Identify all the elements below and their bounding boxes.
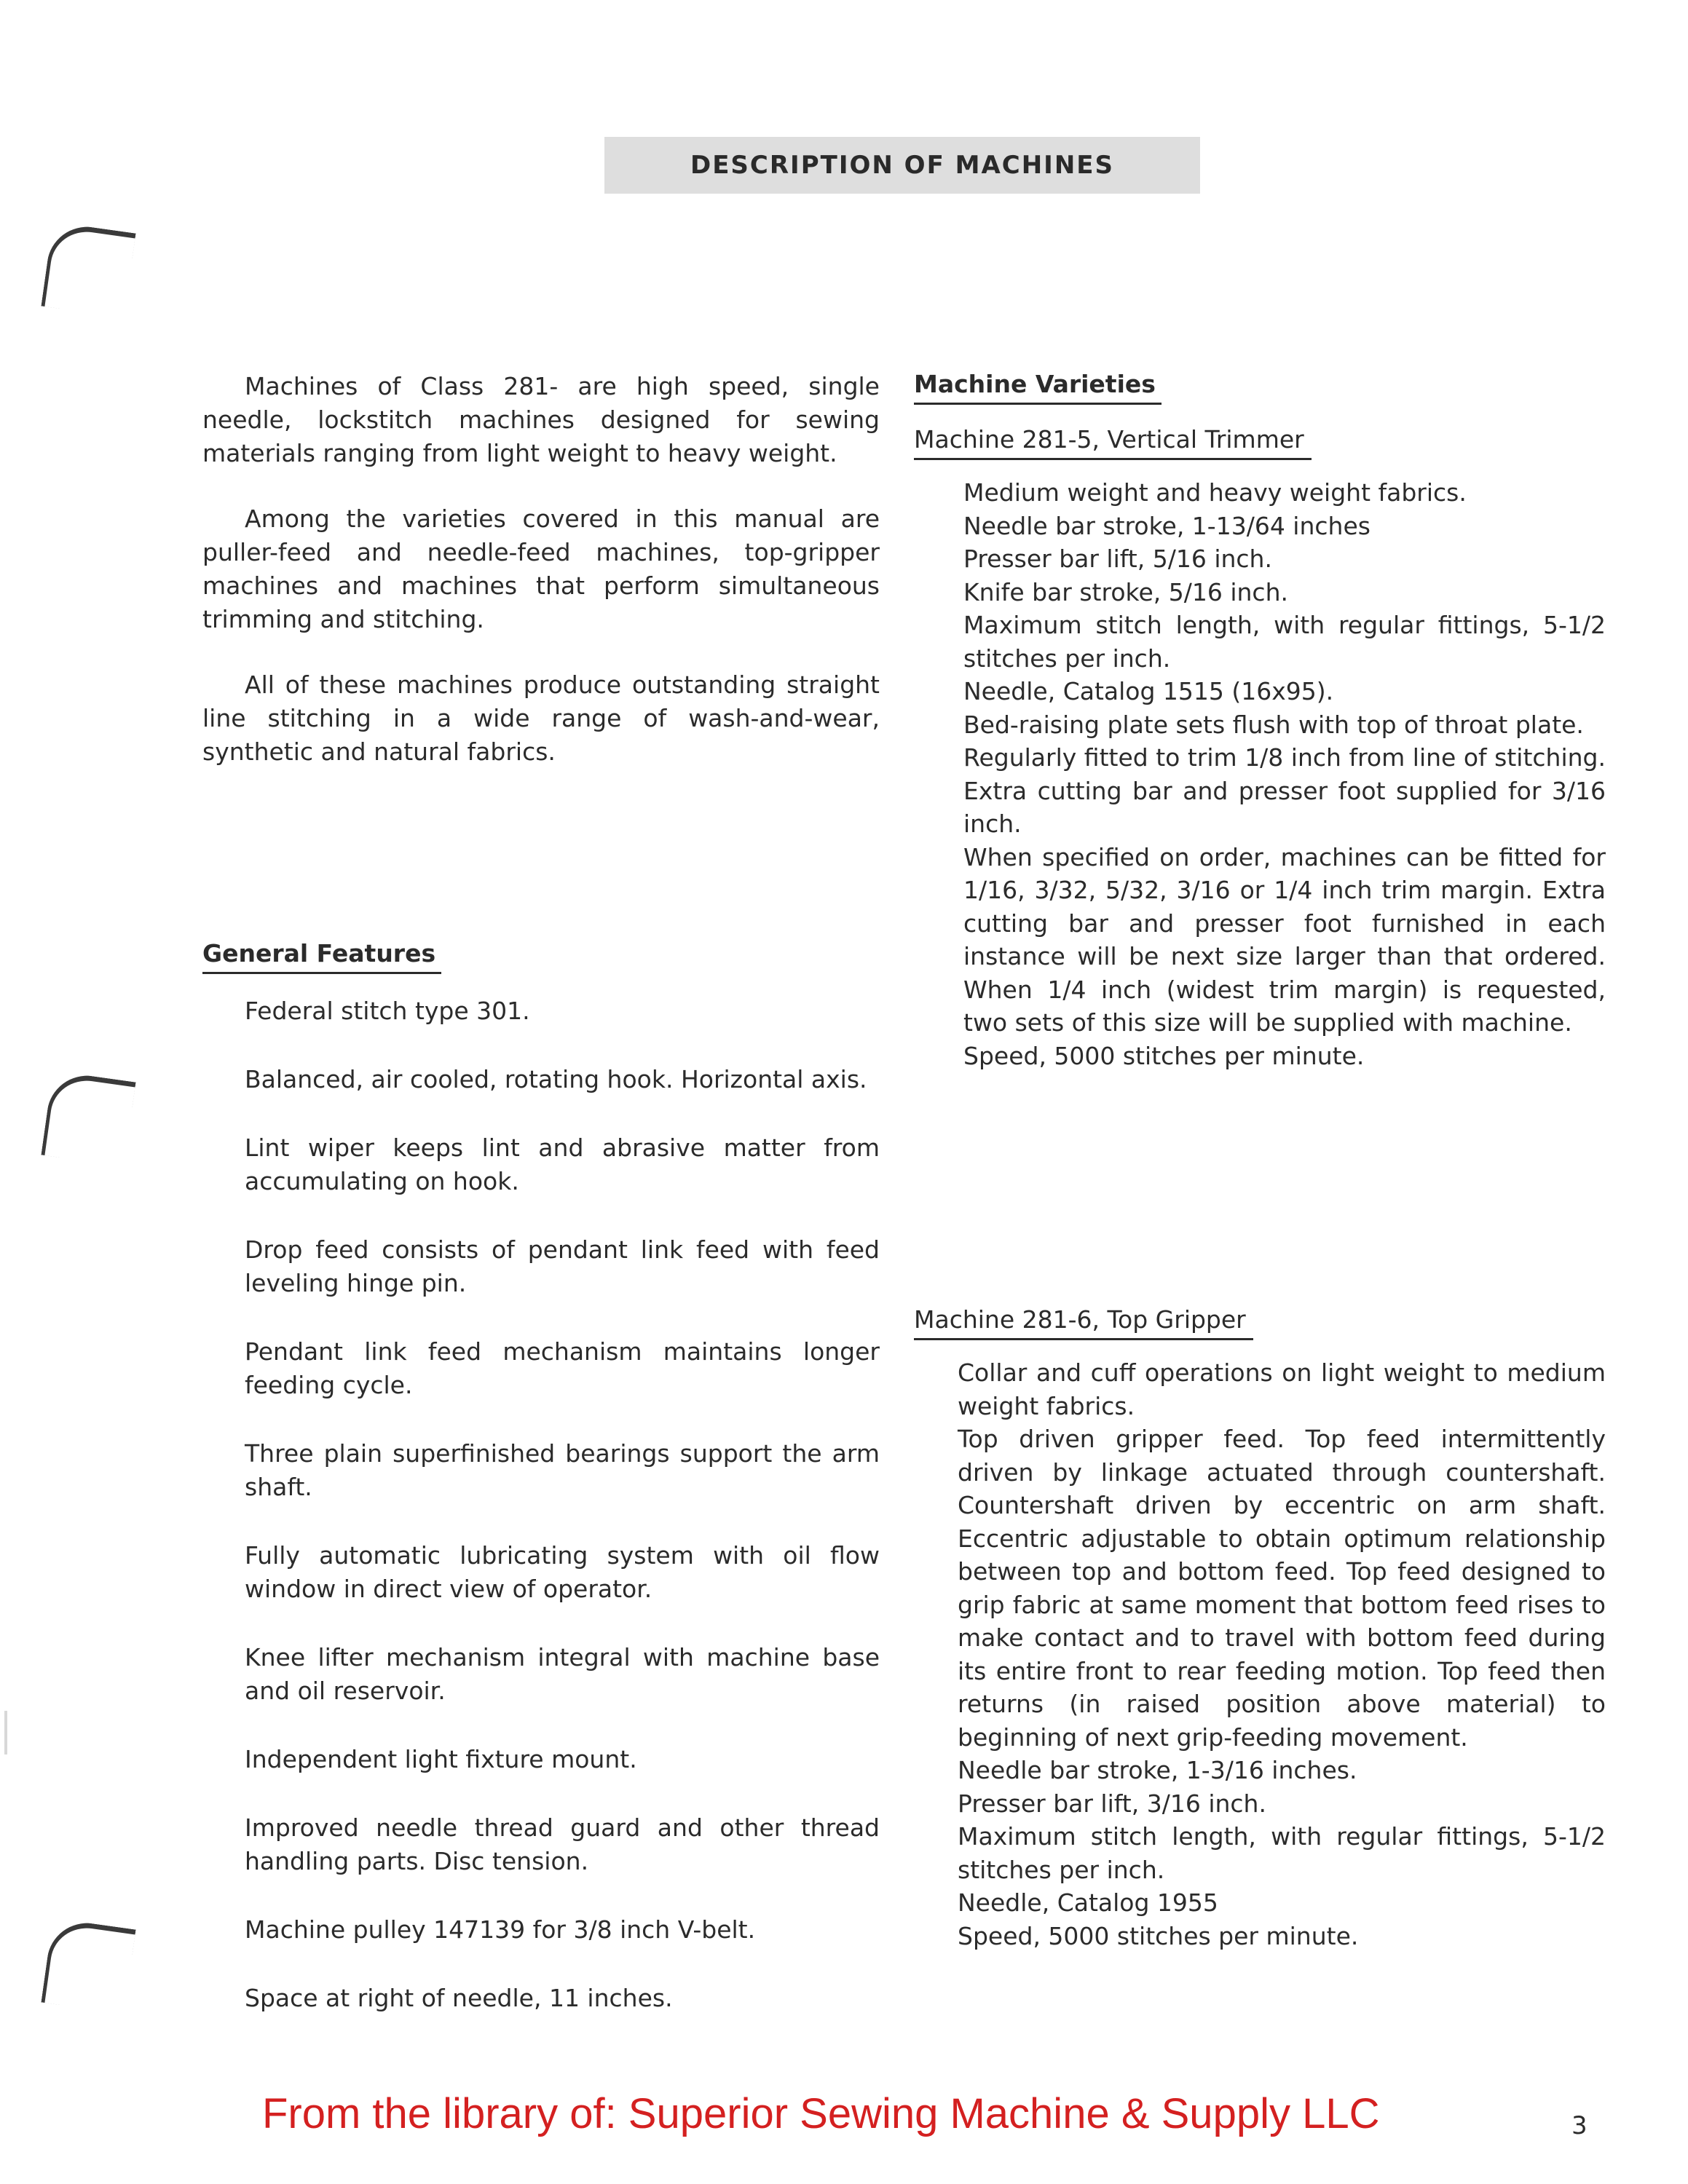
page-number: 3 bbox=[1571, 2111, 1588, 2140]
feature-item: Improved needle thread guard and other thread handling parts. Disc tension. bbox=[245, 1813, 880, 1875]
feature-item: Federal stitch type 301. bbox=[245, 997, 530, 1025]
machine-281-6-heading: Machine 281-6, Top Gripper bbox=[914, 1305, 1253, 1340]
machine-281-5-heading: Machine 281-5, Vertical Trimmer bbox=[914, 425, 1312, 460]
feature-item: Balanced, air cooled, rotating hook. Horizontal axis. bbox=[245, 1065, 867, 1093]
spec-line: Medium weight and heavy weight fabrics. bbox=[963, 478, 1467, 507]
feature-item: Machine pulley 147139 for 3/8 inch V-belt. bbox=[245, 1915, 756, 1944]
binder-hole-middle bbox=[41, 1071, 135, 1167]
machine-281-5-specs bbox=[914, 476, 1606, 1072]
spec-line: Speed, 5000 stitches per minute. bbox=[958, 1921, 1359, 1950]
feature-item: Lint wiper keeps lint and abrasive matter from accumulating on hook. bbox=[245, 1133, 880, 1195]
feature-item: Fully automatic lubricating system with oil flow window in direct view of operator. bbox=[245, 1541, 880, 1603]
binder-hole-top bbox=[41, 222, 135, 318]
machine-varieties-heading: Machine Varieties bbox=[914, 370, 1162, 405]
title-banner bbox=[604, 137, 1200, 194]
spec-line: Maximum stitch length, with regular fittings, 5-1/2 stitches per inch. bbox=[958, 1822, 1606, 1884]
intro-paragraph-3: All of these machines produce outstanding straight line stitching in a wide range of wash-and-wear, synthetic and natural fabrics. bbox=[202, 670, 880, 766]
intro-paragraph-2: Among the varieties covered in this manual are puller-feed and needle-feed machines, top-gripper machines and machines that perform simultaneous trimming and stitching. bbox=[202, 505, 880, 633]
spec-line: Collar and cuff operations on light weight to medium weight fabrics. bbox=[958, 1358, 1606, 1420]
spec-line: Bed-raising plate sets flush with top of throat plate. bbox=[963, 710, 1584, 739]
spec-line: Regularly fitted to trim 1/8 inch from line of stitching. Extra cutting bar and presser foot supplied for 3/16 inch. bbox=[963, 743, 1606, 838]
spec-line: Needle bar stroke, 1-3/16 inches. bbox=[958, 1756, 1357, 1784]
spec-line: Speed, 5000 stitches per minute. bbox=[963, 1041, 1365, 1070]
machine-281-6-specs bbox=[914, 1356, 1606, 1952]
spec-line: Needle, Catalog 1515 (16x95). bbox=[963, 677, 1334, 705]
page-title: DESCRIPTION OF MACHINES bbox=[690, 151, 1114, 180]
library-footer: From the library of: Superior Sewing Machine & Supply LLC bbox=[262, 2090, 1380, 2137]
general-features-heading: General Features bbox=[202, 939, 441, 974]
spec-line: Top driven gripper feed. Top feed intermittently driven by linkage actuated through countershaft. Countershaft driven by eccentric on arm shaft. Eccentric adjustable to obtain optimum relationship between top and bottom feed. Top feed designed to grip fabric at same moment that bottom feed rises to make contact and to travel with bottom feed during its entire front to rear feeding motion. Top feed then returns (in raised position above material) to beginning of next grip-feeding movement. bbox=[958, 1425, 1606, 1752]
spec-line: When specified on order, machines can be fitted for 1/16, 3/32, 5/32, 3/16 or 1/4 inch trim margin. Extra cutting bar and presser foot furnished in each instance will be next size larger than that ordered. When 1/4 inch (widest trim margin) is requested, two sets of this size will be supplied with machine. bbox=[963, 842, 1606, 1037]
feature-item: Pendant link feed mechanism maintains longer feeding cycle. bbox=[245, 1337, 880, 1399]
feature-item: Space at right of needle, 11 inches. bbox=[245, 1984, 673, 2012]
feature-item: Drop feed consists of pendant link feed with feed leveling hinge pin. bbox=[245, 1235, 880, 1297]
binder-hole-bottom bbox=[41, 1918, 135, 2014]
intro-paragraph-1: Machines of Class 281- are high speed, single needle, lockstitch machines designed for sewing materials ranging from light weight to heavy weight. bbox=[202, 372, 880, 467]
spec-line: Presser bar lift, 3/16 inch. bbox=[958, 1789, 1266, 1818]
spec-line: Presser bar lift, 5/16 inch. bbox=[963, 545, 1272, 573]
right-column bbox=[914, 370, 1606, 1952]
spec-line: Knife bar stroke, 5/16 inch. bbox=[963, 577, 1288, 606]
page-edge-mark bbox=[4, 1711, 7, 1754]
spec-line: Maximum stitch length, with regular fittings, 5-1/2 stitches per inch. bbox=[963, 611, 1606, 673]
feature-item: Three plain superfinished bearings support the arm shaft. bbox=[245, 1439, 880, 1501]
feature-item: Independent light fixture mount. bbox=[245, 1745, 637, 1773]
left-column bbox=[202, 370, 880, 2050]
feature-item: Knee lifter mechanism integral with machine base and oil reservoir. bbox=[245, 1643, 880, 1705]
spec-line: Needle bar stroke, 1-13/64 inches bbox=[963, 511, 1370, 540]
spec-line: Needle, Catalog 1955 bbox=[958, 1888, 1218, 1917]
